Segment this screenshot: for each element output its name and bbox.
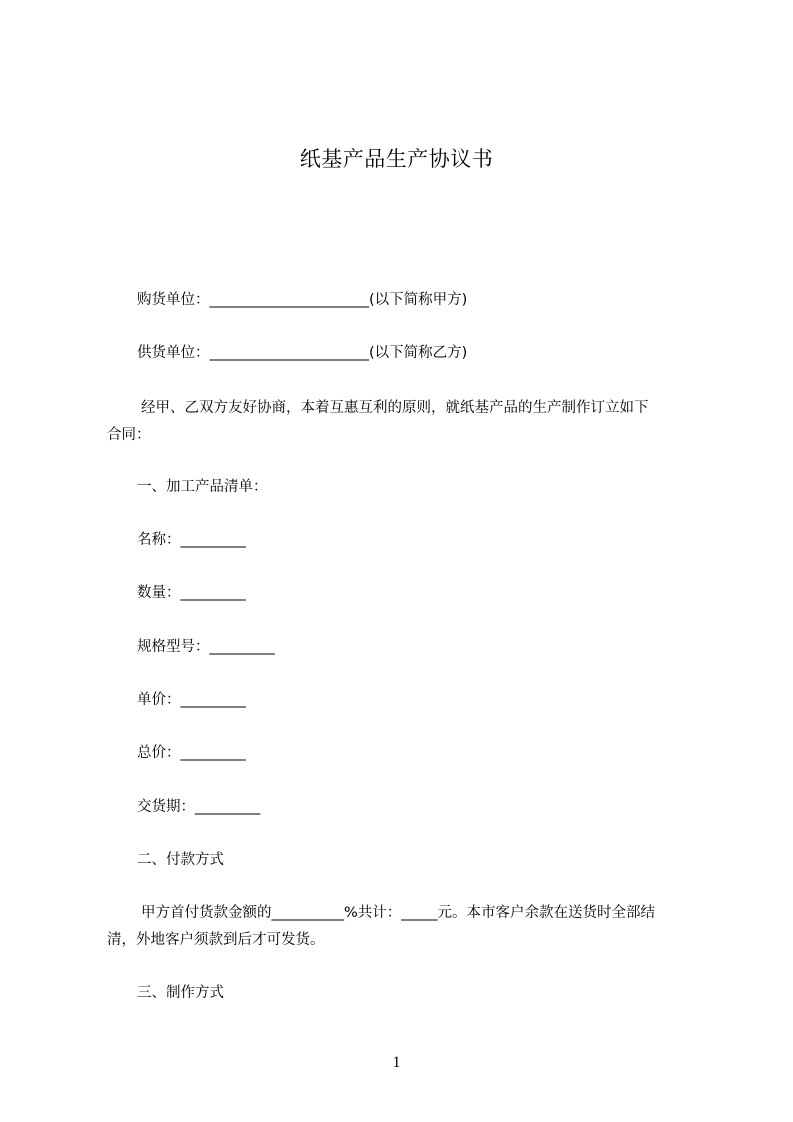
buyer-line: 购货单位：______________________(以下简称甲方) bbox=[137, 292, 468, 308]
document-title: 纸基产品生产协议书 bbox=[299, 147, 494, 171]
section-3-heading: 三、制作方式 bbox=[137, 985, 224, 1001]
item-unit-price-field: 单价：_________ bbox=[137, 692, 246, 708]
intro-line-2: 合同： bbox=[107, 427, 151, 443]
section-1-heading: 一、加工产品清单： bbox=[137, 479, 268, 495]
supplier-line: 供货单位：______________________(以下简称乙方) bbox=[137, 345, 468, 361]
payment-paragraph bbox=[107, 900, 705, 954]
page-number: 1 bbox=[392, 1054, 401, 1071]
section-2-heading: 二、付款方式 bbox=[137, 852, 224, 868]
item-quantity-field: 数量：_________ bbox=[137, 585, 246, 601]
intro-line-1: 经甲、乙双方友好协商，本着互惠互利的原则，就纸基产品的生产制作订立如下 bbox=[141, 400, 649, 416]
payment-line-1: 甲方首付货款金额的__________%共计：_____元。本市客户余款在送货时全部结 bbox=[141, 905, 656, 921]
item-name-field: 名称：_________ bbox=[137, 532, 246, 548]
item-total-price-field: 总价：_________ bbox=[137, 745, 246, 761]
item-delivery-field: 交货期：_________ bbox=[137, 799, 261, 815]
payment-line-2: 清，外地客户须款到后才可发货。 bbox=[107, 932, 325, 948]
item-spec-field: 规格型号：_________ bbox=[137, 639, 275, 655]
intro-paragraph bbox=[107, 395, 705, 449]
